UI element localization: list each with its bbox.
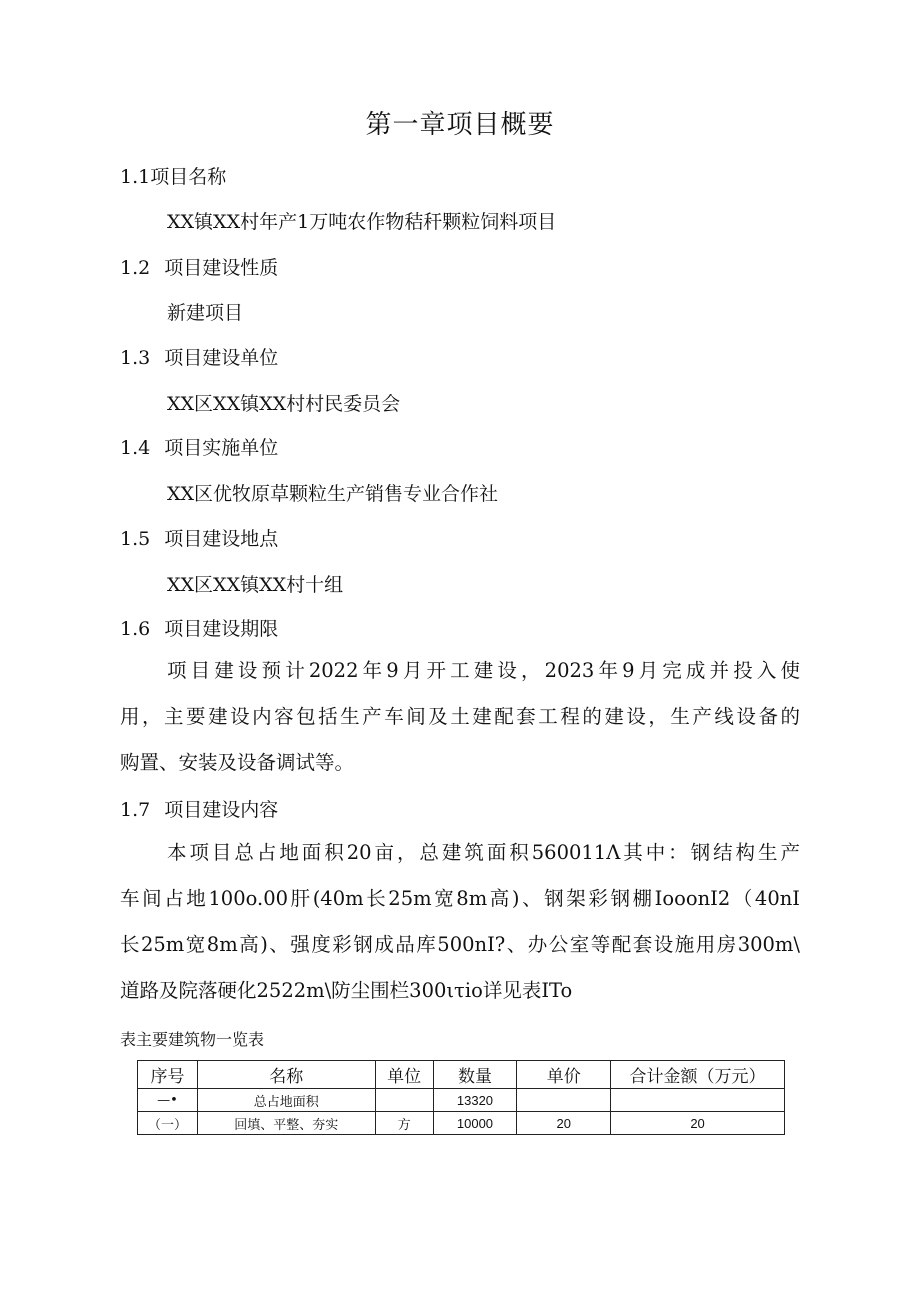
cell-total: 20 — [611, 1112, 785, 1135]
section-content-1-4: XX区优牧原草颗粒生产销售专业合作社 — [167, 483, 499, 505]
section-content-1-1: XX镇XX村年产1万吨农作物秸秆颗粒饲料项目 — [167, 211, 557, 233]
paragraph-line: 项目建设预计2022年9月开工建设，2023年9月完成并投入使 — [167, 659, 800, 682]
section-number: 1.4 — [120, 437, 151, 459]
section-number: 1.7 — [120, 799, 151, 821]
cell-name: 回填、平整、夯实 — [197, 1112, 375, 1135]
table-row — [138, 1089, 785, 1112]
header-unit: 单位 — [375, 1061, 433, 1089]
table-row — [138, 1112, 785, 1135]
section-heading-1-5 — [120, 524, 278, 551]
cell-name: 总占地面积 — [197, 1089, 375, 1112]
paragraph-line: 车间占地100o.00肝(40m长25m宽8m高)、钢架彩钢棚IooonI2（40nI — [120, 887, 800, 910]
cell-unit-price — [517, 1089, 611, 1112]
cell-unit — [375, 1089, 433, 1112]
section-content-1-5: XX区XX镇XX村十组 — [167, 574, 344, 596]
section-number: 1.5 — [120, 528, 151, 550]
header-quantity: 数量 — [433, 1061, 517, 1089]
header-total: 合计金额（万元） — [611, 1061, 785, 1089]
section-heading-1-3 — [120, 343, 278, 370]
cell-total — [611, 1089, 785, 1112]
section-heading-1-1 — [120, 162, 226, 189]
paragraph-line: 长25m宽8m高)、强度彩钢成品库500nI?、办公室等配套设施用房300m\ — [120, 933, 800, 956]
cell-unit: 方 — [375, 1112, 433, 1135]
paragraph-line: 购置、安装及设备调试等。 — [120, 751, 355, 774]
paragraph-line: 道路及院落硬化2522m\防尘围栏300ιτio详见表ITo — [120, 979, 573, 1002]
paragraph-1-7 — [120, 830, 800, 1014]
paragraph-1-6 — [120, 648, 800, 786]
section-title: 项目建设内容 — [164, 799, 279, 821]
cell-quantity: 10000 — [433, 1112, 517, 1135]
table-caption: 表主要建筑物一览表 — [120, 1030, 265, 1049]
section-title: 项目建设单位 — [164, 347, 279, 369]
cell-unit-price: 20 — [517, 1112, 611, 1135]
cell-index: （一） — [138, 1112, 198, 1135]
header-index: 序号 — [138, 1061, 198, 1089]
buildings-table — [137, 1060, 785, 1135]
paragraph-line: 本项目总占地面积20亩，总建筑面积560011Λ其中：钢结构生产 — [167, 841, 800, 864]
header-unit-price: 单价 — [517, 1061, 611, 1089]
chapter-title: 第一章项目概要 — [365, 110, 555, 140]
section-heading-1-2 — [120, 253, 278, 280]
section-heading-1-6 — [120, 614, 278, 641]
section-title: 项目建设地点 — [164, 528, 279, 550]
section-title: 项目建设性质 — [164, 257, 279, 279]
paragraph-line: 用，主要建设内容包括生产车间及土建配套工程的建设，生产线设备的 — [120, 705, 800, 728]
cell-quantity: 13320 — [433, 1089, 517, 1112]
section-heading-1-4 — [120, 433, 278, 460]
section-content-1-3: XX区XX镇XX村村民委员会 — [167, 393, 401, 415]
section-heading-1-7 — [120, 795, 278, 822]
section-number: 1.2 — [120, 257, 151, 279]
section-content-1-2: 新建项目 — [167, 302, 244, 324]
section-number: 1.1 — [120, 166, 151, 188]
section-title: 项目名称 — [150, 166, 227, 188]
header-name: 名称 — [197, 1061, 375, 1089]
section-number: 1.3 — [120, 347, 151, 369]
section-number: 1.6 — [120, 618, 151, 640]
cell-index: —• — [138, 1089, 198, 1112]
table-header-row — [138, 1061, 785, 1089]
section-title: 项目实施单位 — [164, 437, 279, 459]
section-title: 项目建设期限 — [164, 618, 279, 640]
